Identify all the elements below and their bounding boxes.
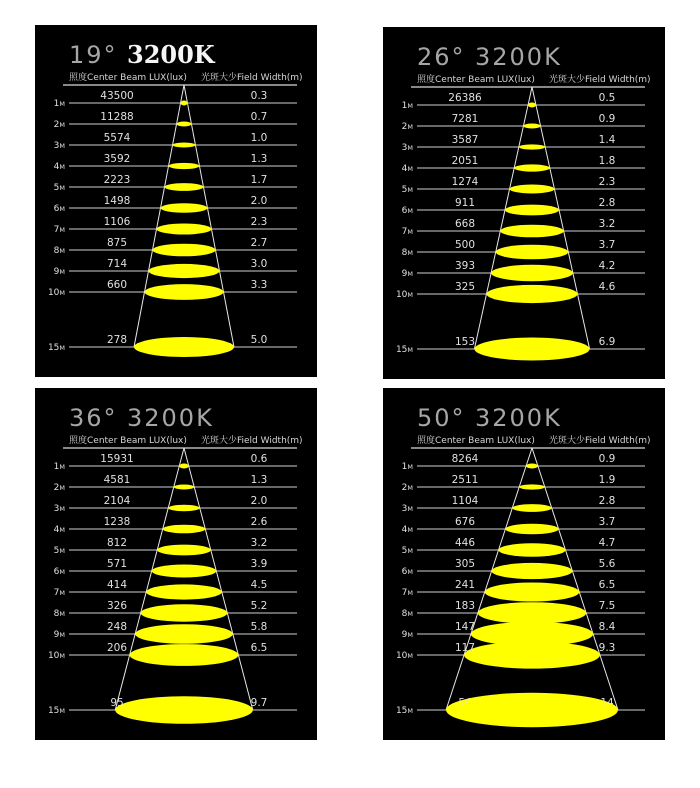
field-width-value: 2.8 [598,495,616,507]
field-width-value: 1.8 [598,155,616,167]
beam-chart-panel [383,388,665,740]
beam-rows [48,85,297,357]
beam-ellipse [181,101,188,106]
header-center-beam-lux: 照度Center Beam LUX(lux) [417,436,535,446]
lux-value: 147 [454,621,476,633]
lux-value: 393 [454,260,476,272]
field-width-value: 0.6 [250,453,268,465]
beam-cone-svg [35,388,317,740]
lux-value: 5574 [103,132,131,144]
distance-label: 15M [395,345,413,355]
lux-value: 414 [106,579,128,591]
header-center-beam-lux: 照度Center Beam LUX(lux) [69,73,187,83]
beam-ellipse [157,224,212,235]
header-field-width: 光斑大少Field Width(m) [201,73,303,83]
beam-ellipse [464,641,600,668]
beam-cone-svg [35,25,317,377]
field-width-value: 2.3 [598,176,616,188]
beam-ellipse [145,284,224,300]
header-center-beam-lux: 照度Center Beam LUX(lux) [417,75,535,85]
panel-title-degree: 26° [417,43,466,71]
beam-ellipse [134,337,234,357]
beam-ellipse [115,696,253,724]
distance-label: 1M [53,99,65,109]
lux-value: 3592 [103,153,131,165]
header-field-width: 光斑大少Field Width(m) [549,75,651,85]
field-width-value: 3.0 [250,258,268,270]
field-width-value: 9.3 [598,642,616,654]
beam-ellipse [179,464,188,469]
distance-label: 2M [401,122,413,132]
beam-ellipse [512,504,551,512]
field-width-value: 1.9 [598,474,616,486]
distance-label: 8M [53,609,65,619]
panel-title-temp: 3200K [127,40,215,69]
distance-label: 9M [401,630,413,640]
lux-value: 15931 [100,453,134,465]
distance-label: 10M [395,651,413,661]
beam-chart-panel [35,25,317,377]
field-width-value: 6.5 [598,579,616,591]
field-width-value: 0.5 [598,92,616,104]
beam-rows [396,448,645,727]
beam-ellipse [177,122,192,127]
distance-label: 3M [401,143,413,153]
lux-value: 2511 [451,474,479,486]
field-width-value: 2.3 [250,216,268,228]
distance-label: 6M [401,567,413,577]
panel-title-degree: 19° [69,41,118,69]
field-width-value: 6.9 [598,336,616,348]
beam-ellipse [505,205,559,216]
lux-value: 11288 [100,111,134,123]
header-field-width: 光斑大少Field Width(m) [549,436,651,446]
distance-label: 7M [53,225,65,235]
panel-title-degree: 50° [417,404,466,432]
distance-label: 6M [53,204,65,214]
distance-label: 9M [53,630,65,640]
field-width-value: 4.6 [598,281,616,293]
lux-value: 95 [110,697,124,709]
field-width-value: 5.0 [250,334,268,346]
beam-ellipse [492,563,573,579]
beam-ellipse [174,485,194,490]
field-width-value: 1.4 [598,134,616,146]
beam-ellipse [152,565,217,578]
beam-ellipse [478,602,586,624]
field-width-value: 3.7 [598,516,616,528]
lux-value: 241 [454,579,476,591]
distance-label: 3M [53,141,65,151]
beam-chart-panel [35,388,317,740]
distance-label: 6M [53,567,65,577]
distance-label: 5M [53,183,65,193]
distance-label: 6M [401,206,413,216]
field-width-value: 0.9 [598,453,616,465]
field-width-value: 5.6 [598,558,616,570]
field-width-value: 2.0 [250,495,268,507]
field-width-value: 5.2 [250,600,268,612]
field-width-value: 3.7 [598,239,616,251]
lux-value: 248 [106,621,128,633]
field-width-value: 4.5 [250,579,268,591]
field-width-value: 2.0 [250,195,268,207]
field-width-value: 3.2 [250,537,268,549]
field-width-value: 3.9 [250,558,268,570]
distance-label: 10M [47,288,65,298]
header-field-width: 光斑大少Field Width(m) [201,436,303,446]
field-width-value: 7.5 [598,600,616,612]
lux-value: 325 [454,281,476,293]
distance-label: 10M [47,651,65,661]
lux-value: 668 [454,218,476,230]
beam-ellipse [510,185,555,194]
lux-value: 183 [454,600,476,612]
lux-value: 1498 [103,195,131,207]
field-width-value: 9.7 [250,697,268,709]
lux-value: 153 [454,336,476,348]
distance-label: 8M [401,248,413,258]
distance-label: 3M [401,504,413,514]
lux-value: 3587 [451,134,479,146]
distance-label: 3M [53,504,65,514]
beam-ellipse [163,525,206,534]
beam-ellipse [505,524,558,535]
field-width-value: 1.3 [250,474,268,486]
field-width-value: 8.4 [598,621,616,633]
distance-label: 9M [401,269,413,279]
distance-label: 4M [53,162,65,172]
panel-title-temp: 3200K [475,404,562,432]
distance-label: 5M [401,546,413,556]
beam-ellipse [526,464,538,469]
lux-value: 571 [106,558,128,570]
beam-ellipse [141,604,228,621]
beam-ellipse [149,264,220,278]
distance-label: 15M [395,706,413,716]
beam-ellipse [135,624,233,644]
panel-title-temp: 3200K [127,404,214,432]
beam-ellipse [499,543,566,556]
distance-label: 1M [401,101,413,111]
lux-value: 8264 [451,453,479,465]
field-width-value: 5.8 [250,621,268,633]
beam-ellipse [519,144,545,149]
lux-value: 305 [454,558,476,570]
lux-value: 2051 [451,155,479,167]
field-width-value: 2.8 [598,197,616,209]
lux-value: 2223 [103,174,131,186]
distance-label: 7M [401,588,413,598]
lux-value: 875 [106,237,128,249]
field-width-value: 14 [600,697,614,709]
beam-ellipse [169,163,200,169]
distance-label: 5M [401,185,413,195]
beam-ellipse [496,245,569,260]
lux-value: 43500 [100,90,134,102]
beam-rows [396,87,645,361]
header-center-beam-lux: 照度Center Beam LUX(lux) [69,436,187,446]
distance-label: 9M [53,267,65,277]
beam-ellipse [173,143,196,148]
field-width-value: 1.3 [250,153,268,165]
field-width-value: 0.7 [250,111,268,123]
lux-value: 26386 [448,92,482,104]
beam-ellipse [153,244,216,257]
field-width-value: 4.7 [598,537,616,549]
field-width-value: 1.7 [250,174,268,186]
beam-ellipse [528,103,536,108]
distance-label: 2M [401,483,413,493]
beam-ellipse [130,644,239,666]
distance-label: 7M [53,588,65,598]
beam-ellipse [161,203,208,212]
distance-label: 1M [401,462,413,472]
lux-value: 500 [454,239,476,251]
lux-value: 812 [106,537,128,549]
distance-label: 8M [401,609,413,619]
beam-ellipse [500,225,563,238]
distance-label: 2M [53,483,65,493]
field-width-value: 0.9 [598,113,616,125]
field-width-value: 3.3 [250,279,268,291]
beam-ellipse [168,505,200,511]
field-width-value: 3.2 [598,218,616,230]
distance-label: 10M [395,290,413,300]
beam-ellipse [514,164,550,171]
beam-ellipse [146,584,222,599]
beam-ellipse [523,124,540,129]
lux-value: 2104 [103,495,131,507]
beam-ellipse [519,484,545,489]
lux-value: 660 [106,279,128,291]
lux-value: 54 [458,697,472,709]
beam-rows [48,448,297,724]
panel-title-temp: 3200K [475,43,562,71]
lux-value: 278 [106,334,128,346]
lux-value: 1104 [451,495,479,507]
beam-ellipse [474,338,589,361]
lux-value: 1274 [451,176,479,188]
distance-label: 4M [53,525,65,535]
field-width-value: 2.6 [250,516,268,528]
distance-label: 2M [53,120,65,130]
lux-value: 326 [106,600,128,612]
distance-label: 4M [401,525,413,535]
lux-value: 1238 [103,516,131,528]
distance-label: 8M [53,246,65,256]
lux-value: 1106 [103,216,131,228]
lux-value: 676 [454,516,476,528]
beam-cone-svg [383,388,665,740]
lux-value: 714 [106,258,128,270]
distance-label: 5M [53,546,65,556]
beam-cone-svg [383,27,665,379]
beam-chart-panel [383,27,665,379]
field-width-value: 1.0 [250,132,268,144]
beam-ellipse [157,545,211,556]
beam-ellipse [487,285,578,303]
lux-value: 206 [106,642,128,654]
distance-label: 15M [47,706,65,716]
lux-value: 911 [454,197,476,209]
distance-label: 4M [401,164,413,174]
beam-ellipse [165,183,204,191]
distance-label: 15M [47,343,65,353]
beam-ellipse [485,583,580,602]
field-width-value: 4.2 [598,260,616,272]
lux-value: 4581 [103,474,131,486]
field-width-value: 6.5 [250,642,268,654]
beam-ellipse [446,693,618,727]
field-width-value: 2.7 [250,237,268,249]
lux-value: 446 [454,537,476,549]
distance-label: 7M [401,227,413,237]
panel-title-degree: 36° [69,404,118,432]
lux-value: 7281 [451,113,479,125]
distance-label: 1M [53,462,65,472]
beam-ellipse [491,265,573,281]
lux-value: 117 [454,642,476,654]
field-width-value: 0.3 [250,90,268,102]
